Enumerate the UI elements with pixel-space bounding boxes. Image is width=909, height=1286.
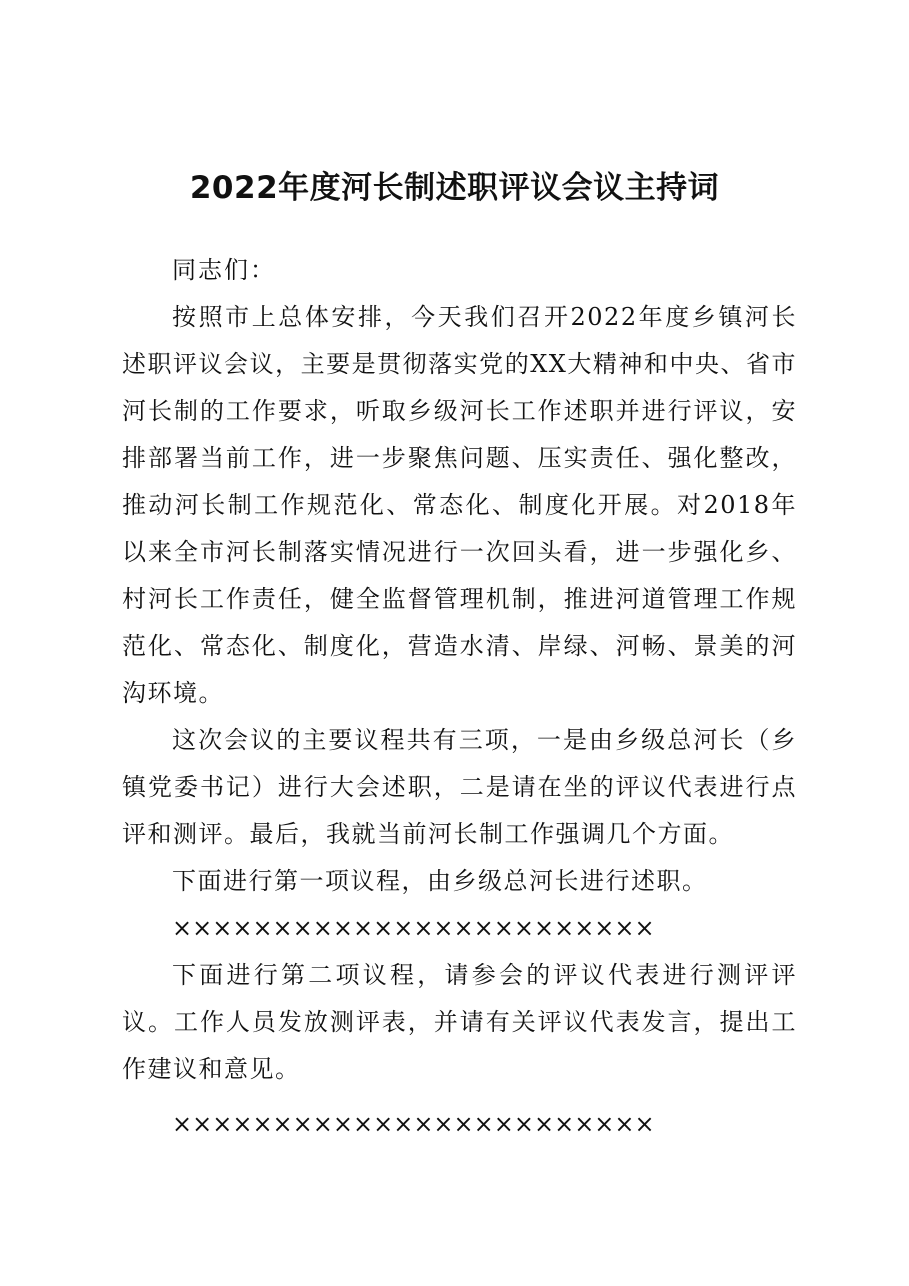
placeholder-crosses: ×××××××××××××××××××××××× bbox=[172, 1110, 655, 1138]
second-item-paragraph: 下面进行第二项议程，请参会的评议代表进行测评评议。工作人员发放测评表，并请有关评议代表发言，提出工作建议和意见。 bbox=[122, 961, 797, 1083]
intro-paragraph: 按照市上总体安排，今天我们召开2022年度乡镇河长述职评议会议，主要是贯彻落实党的XX大精神和中央、省市河长制的工作要求，听取乡级河长工作述职并进行评议，安排部署当前工作，进一步聚焦问题、压实责任、强化整改，推动河长制工作规范化、常态化、制度化开展。对2018年以来全市河长制落实情况进行一次回头看，进一步强化乡、村河长工作责任，健全监督管理机制，推进河道管理工作规范化、常态化、制度化，营造水清、岸绿、河畅、景美的河沟环境。 bbox=[122, 303, 797, 707]
document-title: 2022年度河长制述职评议会议主持词 bbox=[189, 170, 720, 206]
placeholder-crosses: ×××××××××××××××××××××××× bbox=[172, 914, 655, 942]
salutation-paragraph: 同志们： bbox=[172, 256, 276, 284]
agenda-paragraph: 这次会议的主要议程共有三项，一是由乡级总河长（乡镇党委书记）进行大会述职，二是请在坐的评议代表进行点评和测评。最后，我就当前河长制工作强调几个方面。 bbox=[122, 726, 797, 848]
first-item-paragraph: 下面进行第一项议程，由乡级总河长进行述职。 bbox=[172, 867, 708, 895]
document-body bbox=[122, 247, 797, 1148]
